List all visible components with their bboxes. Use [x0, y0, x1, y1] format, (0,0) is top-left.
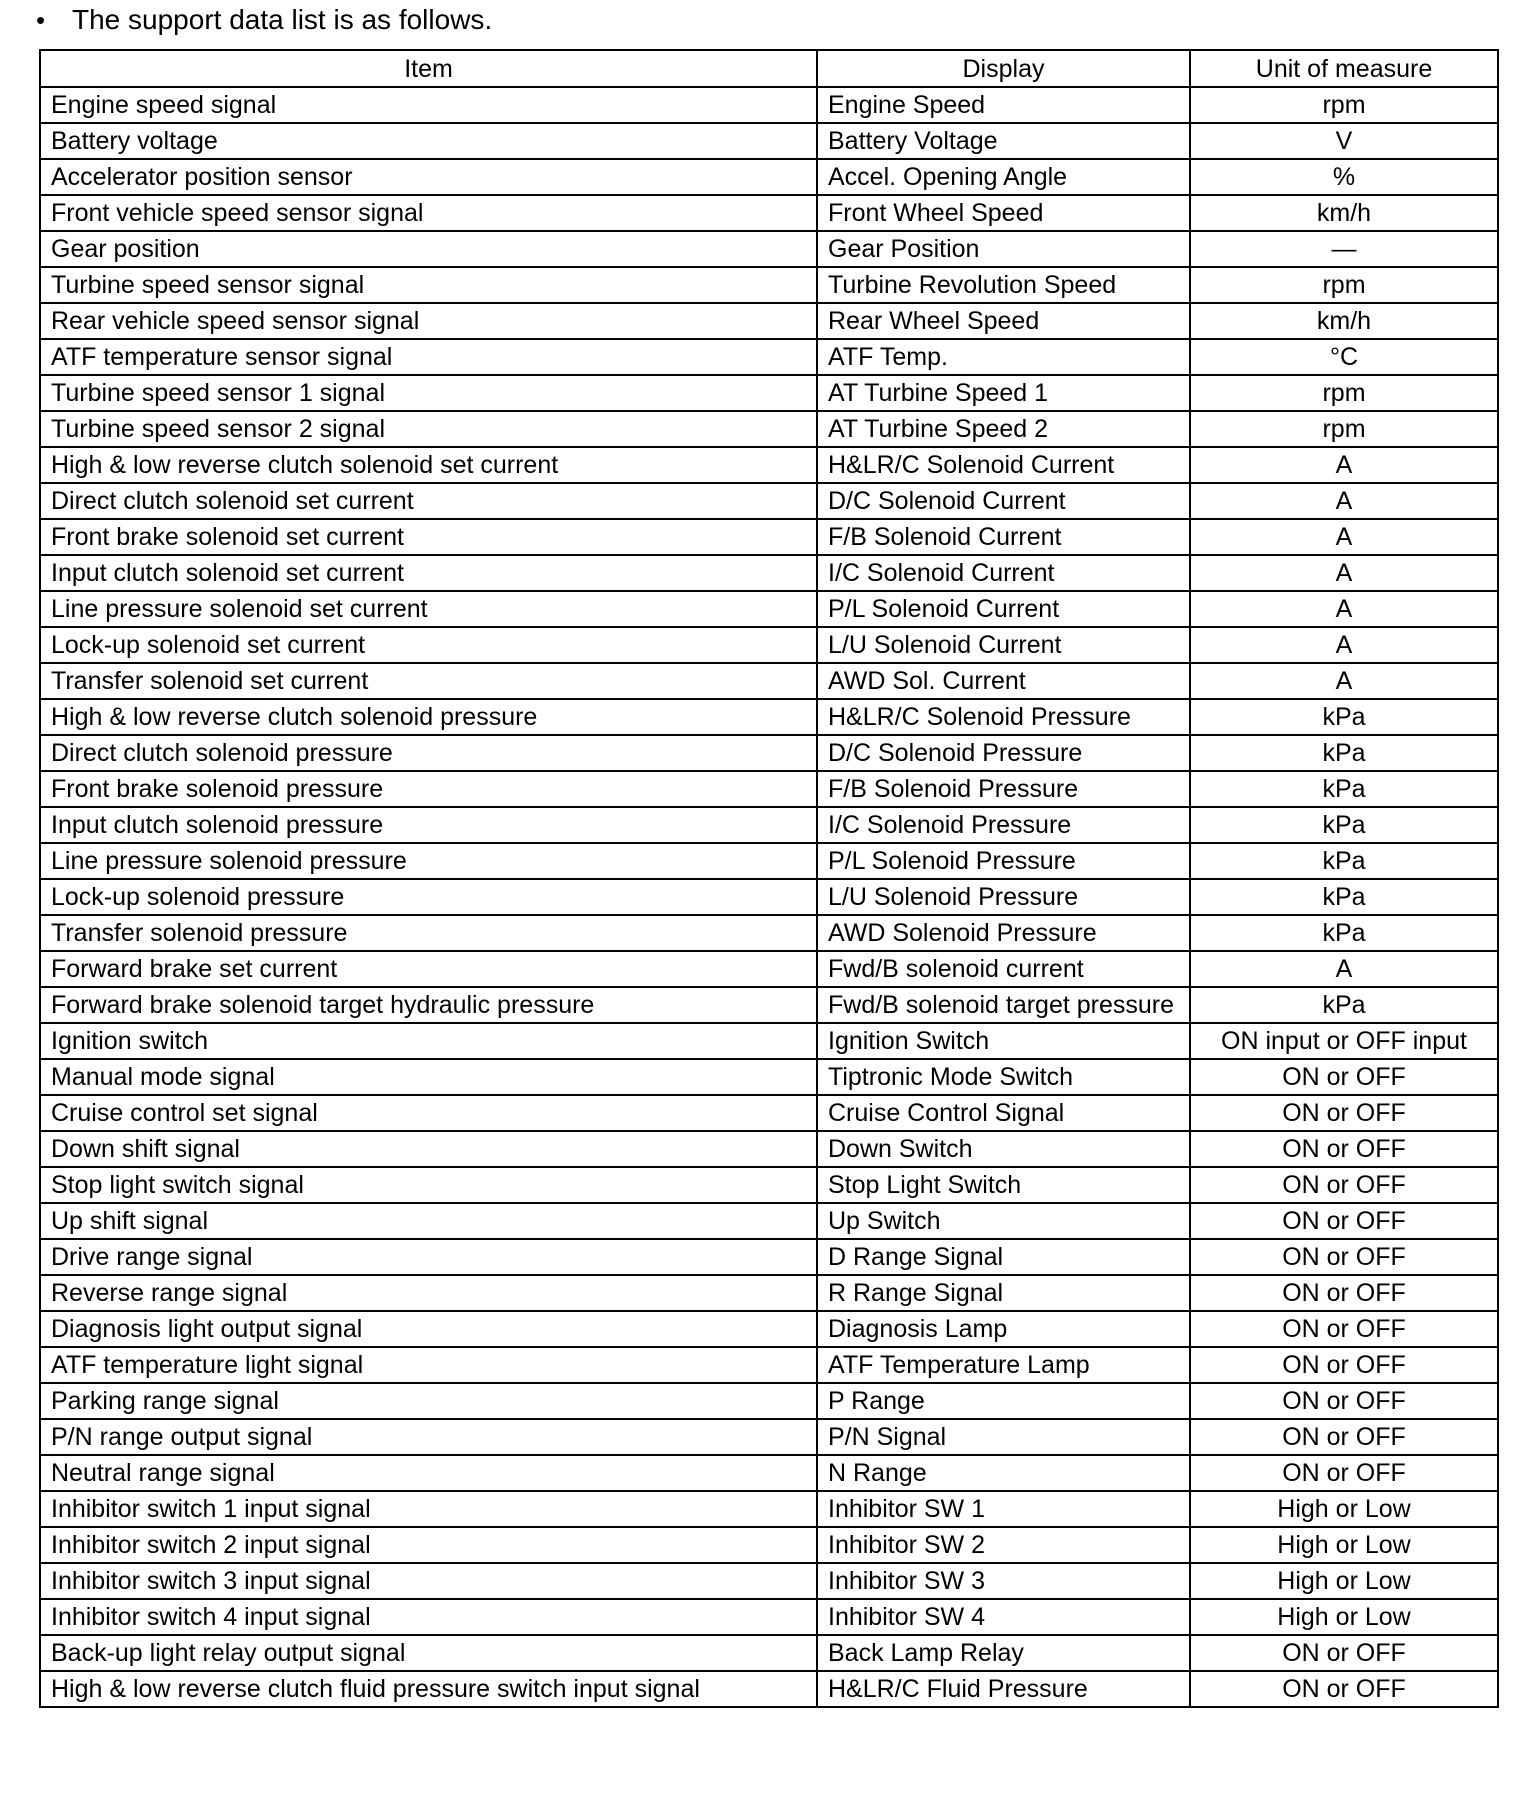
item-cell: Lock-up solenoid pressure	[40, 879, 817, 915]
display-cell: Down Switch	[817, 1131, 1190, 1167]
table-row	[40, 735, 1498, 771]
item-cell: Transfer solenoid set current	[40, 663, 817, 699]
item-cell: Direct clutch solenoid pressure	[40, 735, 817, 771]
item-cell: Transfer solenoid pressure	[40, 915, 817, 951]
support-data-table	[39, 49, 1499, 1708]
display-cell: P Range	[817, 1383, 1190, 1419]
display-cell: Inhibitor SW 3	[817, 1563, 1190, 1599]
item-cell: Accelerator position sensor	[40, 159, 817, 195]
unit-cell: A	[1190, 951, 1498, 987]
display-cell: P/L Solenoid Pressure	[817, 843, 1190, 879]
table-row	[40, 627, 1498, 663]
unit-cell: High or Low	[1190, 1491, 1498, 1527]
display-cell: Inhibitor SW 1	[817, 1491, 1190, 1527]
table-row	[40, 483, 1498, 519]
table-row	[40, 879, 1498, 915]
display-cell: I/C Solenoid Current	[817, 555, 1190, 591]
unit-cell: High or Low	[1190, 1563, 1498, 1599]
display-cell: AT Turbine Speed 1	[817, 375, 1190, 411]
table-row	[40, 159, 1498, 195]
item-cell: Input clutch solenoid set current	[40, 555, 817, 591]
table-row	[40, 1131, 1498, 1167]
unit-cell: %	[1190, 159, 1498, 195]
table-row	[40, 123, 1498, 159]
unit-cell: rpm	[1190, 411, 1498, 447]
table-row	[40, 519, 1498, 555]
unit-cell: rpm	[1190, 375, 1498, 411]
bullet-icon: •	[36, 5, 46, 35]
item-cell: Forward brake solenoid target hydraulic pressure	[40, 987, 817, 1023]
unit-cell: ON or OFF	[1190, 1311, 1498, 1347]
unit-cell: rpm	[1190, 87, 1498, 123]
table-row	[40, 987, 1498, 1023]
table-body	[40, 87, 1498, 1707]
display-cell: D Range Signal	[817, 1239, 1190, 1275]
unit-cell: ON or OFF	[1190, 1203, 1498, 1239]
display-cell: Inhibitor SW 2	[817, 1527, 1190, 1563]
display-cell: L/U Solenoid Pressure	[817, 879, 1190, 915]
item-cell: Parking range signal	[40, 1383, 817, 1419]
table-row	[40, 1167, 1498, 1203]
unit-cell: kPa	[1190, 699, 1498, 735]
item-cell: Turbine speed sensor 2 signal	[40, 411, 817, 447]
unit-cell: kPa	[1190, 771, 1498, 807]
display-cell: AWD Solenoid Pressure	[817, 915, 1190, 951]
item-cell: Reverse range signal	[40, 1275, 817, 1311]
item-cell: Line pressure solenoid pressure	[40, 843, 817, 879]
table-row	[40, 663, 1498, 699]
display-cell: P/N Signal	[817, 1419, 1190, 1455]
item-cell: Neutral range signal	[40, 1455, 817, 1491]
unit-cell: A	[1190, 555, 1498, 591]
display-cell: F/B Solenoid Pressure	[817, 771, 1190, 807]
unit-cell: A	[1190, 627, 1498, 663]
display-cell: Tiptronic Mode Switch	[817, 1059, 1190, 1095]
table-row	[40, 1095, 1498, 1131]
item-cell: Rear vehicle speed sensor signal	[40, 303, 817, 339]
item-cell: Front brake solenoid pressure	[40, 771, 817, 807]
item-cell: Ignition switch	[40, 1023, 817, 1059]
unit-cell: ON or OFF	[1190, 1671, 1498, 1707]
item-cell: Line pressure solenoid set current	[40, 591, 817, 627]
table-row	[40, 951, 1498, 987]
display-cell: H&LR/C Solenoid Pressure	[817, 699, 1190, 735]
display-cell: Up Switch	[817, 1203, 1190, 1239]
item-cell: Engine speed signal	[40, 87, 817, 123]
item-cell: Gear position	[40, 231, 817, 267]
item-cell: Front brake solenoid set current	[40, 519, 817, 555]
display-cell: Back Lamp Relay	[817, 1635, 1190, 1671]
item-cell: Lock-up solenoid set current	[40, 627, 817, 663]
display-cell: Battery Voltage	[817, 123, 1190, 159]
table-row	[40, 807, 1498, 843]
unit-cell: ON or OFF	[1190, 1635, 1498, 1671]
table-row	[40, 1311, 1498, 1347]
table-row	[40, 1635, 1498, 1671]
display-cell: Accel. Opening Angle	[817, 159, 1190, 195]
display-cell: Inhibitor SW 4	[817, 1599, 1190, 1635]
table-row	[40, 1563, 1498, 1599]
table-row	[40, 303, 1498, 339]
table-row	[40, 1419, 1498, 1455]
unit-cell: A	[1190, 591, 1498, 627]
unit-cell: kPa	[1190, 843, 1498, 879]
display-cell: P/L Solenoid Current	[817, 591, 1190, 627]
table-row	[40, 1599, 1498, 1635]
display-cell: Stop Light Switch	[817, 1167, 1190, 1203]
item-cell: Up shift signal	[40, 1203, 817, 1239]
table-row	[40, 1275, 1498, 1311]
unit-cell: ON or OFF	[1190, 1095, 1498, 1131]
table-row	[40, 195, 1498, 231]
display-cell: Fwd/B solenoid target pressure	[817, 987, 1190, 1023]
table-row	[40, 1455, 1498, 1491]
display-cell: Ignition Switch	[817, 1023, 1190, 1059]
display-cell: D/C Solenoid Pressure	[817, 735, 1190, 771]
table-row	[40, 771, 1498, 807]
table-row	[40, 1059, 1498, 1095]
unit-cell: ON or OFF	[1190, 1347, 1498, 1383]
table-row	[40, 591, 1498, 627]
table-row	[40, 87, 1498, 123]
table-row	[40, 1023, 1498, 1059]
unit-cell: ON or OFF	[1190, 1383, 1498, 1419]
unit-cell: ON or OFF	[1190, 1419, 1498, 1455]
table-row	[40, 1383, 1498, 1419]
table-row	[40, 267, 1498, 303]
table-row	[40, 1527, 1498, 1563]
unit-cell: High or Low	[1190, 1527, 1498, 1563]
unit-cell: ON or OFF	[1190, 1059, 1498, 1095]
display-cell: H&LR/C Fluid Pressure	[817, 1671, 1190, 1707]
item-cell: Manual mode signal	[40, 1059, 817, 1095]
unit-cell: V	[1190, 123, 1498, 159]
display-cell: Diagnosis Lamp	[817, 1311, 1190, 1347]
item-cell: High & low reverse clutch fluid pressure switch input signal	[40, 1671, 817, 1707]
display-cell: D/C Solenoid Current	[817, 483, 1190, 519]
display-cell: F/B Solenoid Current	[817, 519, 1190, 555]
display-cell: R Range Signal	[817, 1275, 1190, 1311]
display-cell: AT Turbine Speed 2	[817, 411, 1190, 447]
display-cell: Front Wheel Speed	[817, 195, 1190, 231]
item-cell: Back-up light relay output signal	[40, 1635, 817, 1671]
item-cell: Forward brake set current	[40, 951, 817, 987]
display-cell: ATF Temp.	[817, 339, 1190, 375]
unit-cell: A	[1190, 483, 1498, 519]
unit-cell: ON or OFF	[1190, 1275, 1498, 1311]
unit-cell: kPa	[1190, 807, 1498, 843]
unit-cell: ON or OFF	[1190, 1455, 1498, 1491]
unit-cell: km/h	[1190, 303, 1498, 339]
table-row	[40, 375, 1498, 411]
display-cell: Turbine Revolution Speed	[817, 267, 1190, 303]
item-cell: ATF temperature light signal	[40, 1347, 817, 1383]
column-header-unit: Unit of measure	[1190, 50, 1498, 87]
column-header-display: Display	[817, 50, 1190, 87]
table-row	[40, 699, 1498, 735]
display-cell: H&LR/C Solenoid Current	[817, 447, 1190, 483]
item-cell: Diagnosis light output signal	[40, 1311, 817, 1347]
unit-cell: ON or OFF	[1190, 1131, 1498, 1167]
table-row	[40, 339, 1498, 375]
unit-cell: ON or OFF	[1190, 1239, 1498, 1275]
item-cell: Cruise control set signal	[40, 1095, 817, 1131]
item-cell: Turbine speed sensor signal	[40, 267, 817, 303]
intro-line	[36, 2, 492, 38]
table-row	[40, 1203, 1498, 1239]
display-cell: ATF Temperature Lamp	[817, 1347, 1190, 1383]
table-row	[40, 915, 1498, 951]
item-cell: ATF temperature sensor signal	[40, 339, 817, 375]
item-cell: Inhibitor switch 3 input signal	[40, 1563, 817, 1599]
unit-cell: ON input or OFF input	[1190, 1023, 1498, 1059]
display-cell: Engine Speed	[817, 87, 1190, 123]
display-cell: Rear Wheel Speed	[817, 303, 1190, 339]
table-header-row	[40, 50, 1498, 87]
unit-cell: A	[1190, 663, 1498, 699]
display-cell: Fwd/B solenoid current	[817, 951, 1190, 987]
unit-cell: rpm	[1190, 267, 1498, 303]
table-row	[40, 447, 1498, 483]
table-row	[40, 1491, 1498, 1527]
unit-cell: kPa	[1190, 735, 1498, 771]
table-row	[40, 843, 1498, 879]
item-cell: Inhibitor switch 4 input signal	[40, 1599, 817, 1635]
unit-cell: A	[1190, 519, 1498, 555]
display-cell: L/U Solenoid Current	[817, 627, 1190, 663]
unit-cell: A	[1190, 447, 1498, 483]
table-row	[40, 411, 1498, 447]
item-cell: Down shift signal	[40, 1131, 817, 1167]
item-cell: Battery voltage	[40, 123, 817, 159]
unit-cell: kPa	[1190, 915, 1498, 951]
unit-cell: °C	[1190, 339, 1498, 375]
item-cell: Drive range signal	[40, 1239, 817, 1275]
table-row	[40, 231, 1498, 267]
display-cell: N Range	[817, 1455, 1190, 1491]
display-cell: I/C Solenoid Pressure	[817, 807, 1190, 843]
table-row	[40, 1347, 1498, 1383]
table-row	[40, 1239, 1498, 1275]
unit-cell: ON or OFF	[1190, 1167, 1498, 1203]
item-cell: Stop light switch signal	[40, 1167, 817, 1203]
item-cell: Direct clutch solenoid set current	[40, 483, 817, 519]
unit-cell: kPa	[1190, 879, 1498, 915]
item-cell: Inhibitor switch 1 input signal	[40, 1491, 817, 1527]
unit-cell: —	[1190, 231, 1498, 267]
item-cell: High & low reverse clutch solenoid pressure	[40, 699, 817, 735]
display-cell: AWD Sol. Current	[817, 663, 1190, 699]
unit-cell: High or Low	[1190, 1599, 1498, 1635]
item-cell: High & low reverse clutch solenoid set current	[40, 447, 817, 483]
table-row	[40, 555, 1498, 591]
item-cell: Inhibitor switch 2 input signal	[40, 1527, 817, 1563]
item-cell: Front vehicle speed sensor signal	[40, 195, 817, 231]
display-cell: Cruise Control Signal	[817, 1095, 1190, 1131]
item-cell: Turbine speed sensor 1 signal	[40, 375, 817, 411]
table-row	[40, 1671, 1498, 1707]
item-cell: Input clutch solenoid pressure	[40, 807, 817, 843]
intro-text: The support data list is as follows.	[72, 4, 493, 35]
unit-cell: km/h	[1190, 195, 1498, 231]
unit-cell: kPa	[1190, 987, 1498, 1023]
item-cell: P/N range output signal	[40, 1419, 817, 1455]
display-cell: Gear Position	[817, 231, 1190, 267]
column-header-item: Item	[40, 50, 817, 87]
